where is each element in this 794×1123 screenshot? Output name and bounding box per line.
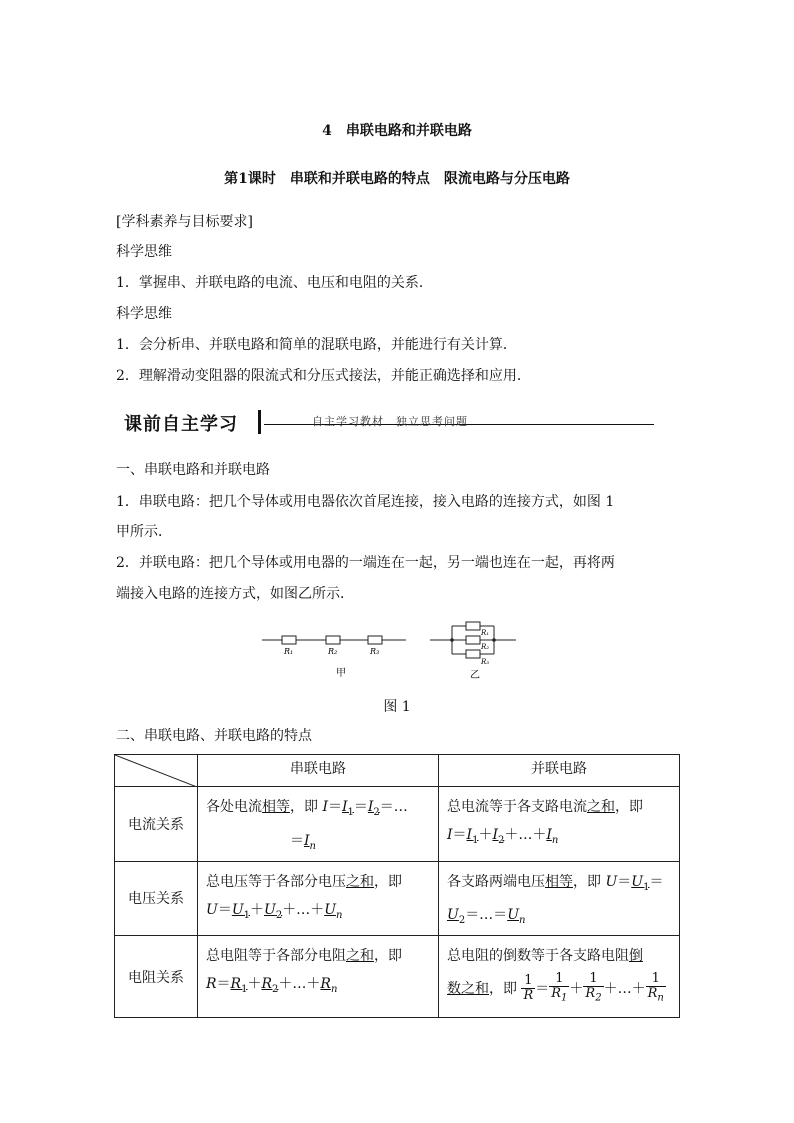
row-head-voltage: 电压关系 [115,861,198,936]
section2-title: 二、串联电路、并联电路的特点 [116,728,312,744]
series-circuit [262,636,406,644]
goals-group1-title: 科学思维 [116,244,172,260]
section1-p2-line2: 端接入电路的连接方式，如图乙所示． [116,586,354,602]
section-heading: 4 串联电路和并联电路 [322,123,472,139]
section1-p1-line1: 1．串联电路：把几个导体或用电器依次首尾连接，接入电路的连接方式，如图 1 [116,494,615,510]
goals-group1-item: 1．掌握串、并联电路的电流、电压和电阻的关系． [116,275,433,291]
row-head-resistance: 电阻关系 [115,936,198,1018]
goals-group2-title: 科学思维 [116,306,172,322]
resistance-series-cell: 总电阻等于各部分电阻之和，即 $R=R_1+R_2+\dots+R_n$ [198,936,439,1018]
table-row [115,861,680,936]
parallel-label-r1: R₁ [481,629,490,637]
goals-group2-item: 1．会分析串、并联电路和简单的混联电路，并能进行有关计算． [116,337,517,353]
series-label-r1: R₁ [284,647,294,656]
section1-title: 一、串联电路和并联电路 [116,462,270,478]
table-row [115,787,680,862]
figure-caption: 图 1 [383,699,411,715]
series-label-r2: R₂ [328,647,338,656]
section1-p1-line2: 甲所示． [116,524,172,540]
goals-header: [学科素养与目标要求] [116,214,253,230]
goals-group2-item: 2．理解滑动变阻器的限流式和分压式接法，并能正确选择和应用． [116,368,531,384]
header-series: 串联电路 [198,755,439,787]
current-parallel-cell: 总电流等于各支路电流之和，即 $I=I_1+I_2+\dots+I_n$ [439,787,680,862]
row-head-current: 电流关系 [115,787,198,862]
parallel-label-r2: R₂ [481,643,490,651]
banner-title: 课前自主学习 [124,414,238,435]
parallel-circuit [430,622,516,658]
header-parallel: 并联电路 [439,755,680,787]
resistance-parallel-cell: 总电阻的倒数等于各支路电阻倒 数之和，即 $\frac{1}{R}$ ＝ $\frac{1}{R_1}$ ＋ $\frac{1}{R_2}$ ＋…＋ $\frac{1}{R_n}$ [439,936,680,1018]
section1-p2-line1: 2．并联电路：把几个导体或用电器的一端连在一起，另一端也连在一起，再将两 [116,555,615,571]
series-figure-label: 甲 [336,668,346,679]
voltage-parallel-cell: 各支路两端电压相等，即 $U=U_1=$ $U_2=\dots=U_n$ [439,861,680,936]
banner-subtitle: 自主学习教材 独立思考问题 [312,415,468,428]
lesson-heading: 第1课时 串联和并联电路的特点 限流电路与分压电路 [224,171,570,187]
table-corner [115,755,198,787]
current-series-cell: 各处电流相等，即 $I=I_1=I_2=\dots$ $=I_n$ [198,787,439,862]
comparison-table [114,754,680,1018]
banner-divider [258,410,261,434]
parallel-label-r3: R₃ [481,658,490,666]
table-row [115,936,680,1018]
circuit-figure [258,618,528,680]
voltage-series-cell: 总电压等于各部分电压之和，即 $U=U_1+U_2+\dots+U_n$ [198,861,439,936]
series-label-r3: R₃ [370,647,380,656]
parallel-figure-label: 乙 [470,670,480,680]
